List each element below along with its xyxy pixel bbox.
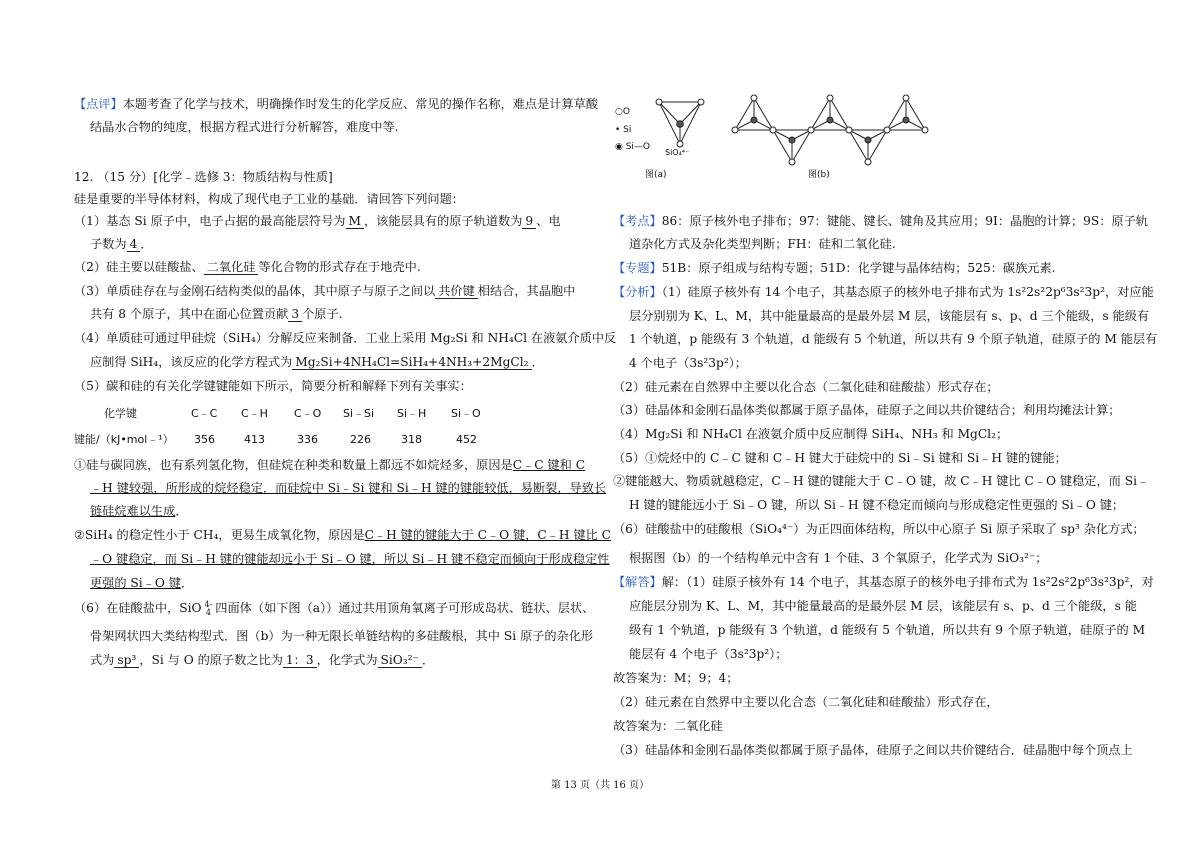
question-header: 12. （15 分）[化学﹣选修 3：物质结构与性质] <box>74 170 333 184</box>
zhuanti-tag: 【专题】 <box>613 261 662 275</box>
table-cell: 356 <box>194 433 215 446</box>
kaodian-tag: 【考点】 <box>613 214 662 228</box>
answer-blank: 3 <box>288 307 302 322</box>
fenxi-line-2: 层分别别为 K、L、M，其中能量最高的是最外层 M 层，该能层有 s、p、d 三个能级，s 能级有 <box>629 309 1150 323</box>
q5-line: （5）碳和硅的有关化学键键能如下所示，简要分析和解释下列有关事实： <box>74 379 472 393</box>
silicate-chain-diagram <box>731 92 931 172</box>
answer-blank: 1：3 <box>283 653 317 668</box>
answer-blank: C﹣H 键的键能大于 C﹣O 键，C﹣H 键比 C <box>364 528 612 542</box>
figure-a-caption: 图(a) <box>645 170 667 180</box>
p1-line-3: 链硅烷难以生成． <box>90 504 188 518</box>
table-header: C﹣O <box>294 407 322 420</box>
figure-b-caption: 图(b) <box>808 170 830 180</box>
q2-line: （2）硅主要以硅酸盐、 二氧化硅 等化合物的形式存在于地壳中. <box>74 260 421 274</box>
answer-blank: Mg₂Si+4NH₄Cl=SiH₄+4NH₃+2MgCl₂ <box>292 355 531 370</box>
q4-line-1: （4）单质硅可通过甲硅烷（SiH₄）分解反应来制备．工业上采用 Mg₂Si 和 NH₄Cl 在液氨介质中反 <box>74 331 617 345</box>
jieda-line-4: 能层有 4 个电子（3s²3p²）； <box>629 647 788 661</box>
table-header: C﹣C <box>191 407 218 420</box>
q3-line-2: 共有 8 个原子，其中在面心位置贡献 3 个原子. <box>90 307 343 321</box>
fenxi-line-12: 根据图（b）的一个结构单元中含有 1 个硅、3 个氧原子，化学式为 SiO₃²⁻； <box>629 551 1048 565</box>
answer-blank: C﹣C 键和 C <box>512 458 586 472</box>
table-cell: 413 <box>244 433 265 446</box>
p2-line-1: ②SiH₄ 的稳定性小于 CH₄，更易生成氧化物，原因是C﹣H 键的键能大于 C﹣O 键，C﹣H 键比 C <box>74 528 612 542</box>
jieda-line-2: 应能层分别为 K、L、M，其中能量最高的是最外层 M 层，该能层有 s、p、d 三个能级，s 能 <box>629 599 1137 613</box>
legend-silicon: • Si <box>615 125 632 135</box>
comment-tag: 【点评】 <box>74 97 123 111</box>
answer-blank: 9 <box>522 214 536 229</box>
tetra-formula: SiO₄⁴⁻ <box>665 148 690 157</box>
table-header: 化学键 <box>104 407 137 420</box>
p2-line-3: 更强的 Si﹣O 键． <box>90 576 194 590</box>
p2-line-2: ﹣O 键稳定．而 Si﹣H 键的键能却远小于 Si﹣O 键，所以 Si﹣H 键不稳定而倾向于形成稳定性 <box>90 552 610 566</box>
q1-line-2: 子数为 4 ． <box>90 237 153 251</box>
table-header: Si﹣Si <box>343 407 375 420</box>
jieda-line-7: 故答案为：二氧化硅 <box>613 719 723 733</box>
jieda-line-5: 故答案为：M；9；4； <box>613 671 739 685</box>
fenxi-line-9: ②键能越大、物质就越稳定，C﹣H 键的键能大于 C﹣O 键，故 C﹣H 键比 C﹣O 键稳定，而 Si﹣ <box>613 474 1150 488</box>
q6-line-1: （6）在硅酸盐中，SiO 4- 4 四面体（如下图（a））通过共用顶角氧离子可形成岛状、链状、层状、 <box>74 599 595 617</box>
jieda-line-1: 【解答】解：（1）硅原子核外有 14 个电子，其基态原子的核外电子排布式为 1s²2s²2p⁶3s²3p²，对 <box>613 575 1154 589</box>
table-header: Si﹣H <box>397 407 427 420</box>
q1-line-1: （1）基态 Si 原子中，电子占据的最高能层符号为 M ，该能层具有的原子轨道数为 9 、电 <box>74 214 561 228</box>
legend-oxygen: ○O <box>615 107 630 117</box>
tetrahedron-diagram <box>655 94 705 154</box>
p1-line-1: ①硅与碳同族，也有系列氢化物，但硅烷在种类和数量上都远不如烷烃多，原因是C﹣C 键和 C <box>74 458 586 472</box>
comment-line-1: 【点评】本题考查了化学与技术，明确操作时发生的化学反应、常见的操作名称，难点是计算草酸 <box>74 97 599 111</box>
fenxi-line-4: 4 个电子（3s²3p²）； <box>629 356 747 370</box>
fenxi-line-8: （5）①烷烃中的 C﹣C 键和 C﹣H 键大于硅烷中的 Si﹣Si 键和 Si﹣H 键的键能； <box>613 451 1067 465</box>
table-cell: 336 <box>297 433 318 446</box>
sio4-fraction: 4- 4 <box>204 599 213 617</box>
legend-si-o: ◉ Si—O <box>615 142 651 152</box>
fenxi-line-1: 【分析】（1）硅原子核外有 14 个电子，其基态原子的核外电子排布式为 1s²2s²2p⁶3s²3p²，对应能 <box>613 285 1154 299</box>
answer-blank: SiO₃²⁻ <box>378 653 422 668</box>
q3-line-1: （3）单质硅存在与金刚石结构类似的晶体，其中原子与原子之间以 共价键 相结合，其晶胞中 <box>74 284 576 298</box>
kaodian-line-1: 【考点】86：原子核外电子排布；97：键能、键长、键角及其应用；9I：晶胞的计算；9S：原子轨 <box>613 214 1148 228</box>
jieda-line-8: （3）硅晶体和金刚石晶体类似都属于原子晶体，硅原子之间以共价键结合．硅晶胞中每个顶点上 <box>613 743 1133 757</box>
question-intro: 硅是重要的半导体材料，构成了现代电子工业的基础．请回答下列问题： <box>74 192 464 206</box>
fenxi-line-3: 1 个轨道，p 能级有 3 个轨道，d 能级有 5 个轨道，所以共有 9 个原子轨道，硅原子的 M 能层有 <box>629 332 1158 346</box>
fenxi-line-6: （3）硅晶体和金刚石晶体类似都属于原子晶体，硅原子之间以共价键结合；利用均摊法计算； <box>613 403 1121 417</box>
q6-line-2: 骨架网状四大类结构型式．图（b）为一种无限长单链结构的多硅酸根，其中 Si 原子的杂化形 <box>90 629 594 643</box>
silicate-figure <box>613 92 943 187</box>
p1-line-2: ﹣H 键较强，所形成的烷烃稳定．而硅烷中 Si﹣Si 键和 Si﹣H 键的键能较低，易断裂，导致长 <box>90 481 607 495</box>
table-cell: 318 <box>401 433 422 446</box>
fenxi-line-7: （4）Mg₂Si 和 NH₄Cl 在液氨介质中反应制得 SiH₄、NH₃ 和 MgCl₂； <box>613 427 1009 441</box>
zhuanti-line: 【专题】51B：原子组成与结构专题；51D：化学键与晶体结构；525：碳族元素. <box>613 261 1056 275</box>
q6-line-3: 式为 sp³ ，Si 与 O 的原子数之比为 1：3 ，化学式为 SiO₃²⁻ ． <box>90 653 435 667</box>
table-header: Si﹣O <box>451 407 481 420</box>
jieda-line-3: 级有 1 个轨道，p 能级有 3 个轨道，d 能级有 5 个轨道，所以共有 9 个原子轨道，硅原子的 M <box>629 623 1146 637</box>
page-footer: 第 13 页（共 16 页） <box>550 780 650 791</box>
fenxi-line-10: H 键的键能远小于 Si﹣O 键，所以 Si﹣H 键不稳定而倾向与形成稳定性更强的 Si﹣O 键； <box>629 498 1125 512</box>
table-cell: 226 <box>350 433 371 446</box>
kaodian-line-2: 道杂化方式及杂化类型判断；FH：硅和二氧化硅. <box>629 237 896 251</box>
answer-blank: 二氧化硅 <box>204 260 259 275</box>
answer-blank: 共价键 <box>435 284 478 299</box>
fenxi-line-5: （2）硅元素在自然界中主要以化合态（二氧化硅和硅酸盐）形式存在； <box>613 380 999 394</box>
comment-line-2: 结晶水合物的纯度，根据方程式进行分析解答，难度中等. <box>90 120 399 134</box>
jieda-line-6: （2）硅元素在自然界中主要以化合态（二氧化硅和硅酸盐）形式存在， <box>613 695 999 709</box>
fenxi-line-11: （6）硅酸盐中的硅酸根（SiO₄⁴⁻）为正四面体结构，所以中心原子 Si 原子采取了 sp³ 杂化方式； <box>613 522 1145 536</box>
table-header: C﹣H <box>241 407 268 420</box>
answer-blank: 4 <box>127 237 141 252</box>
answer-blank: M <box>346 214 364 229</box>
answer-blank: sp³ <box>114 653 139 668</box>
table-cell: 452 <box>456 433 477 446</box>
jieda-tag: 【解答】 <box>613 575 662 589</box>
fenxi-tag: 【分析】 <box>613 285 662 299</box>
q4-line-2: 应制得 SiH₄，该反应的化学方程式为 Mg₂Si+4NH₄Cl=SiH₄+4NH₃+2MgCl₂ ． <box>90 355 544 369</box>
table-row-label: 键能/（kJ•mol﹣¹） <box>74 433 174 446</box>
